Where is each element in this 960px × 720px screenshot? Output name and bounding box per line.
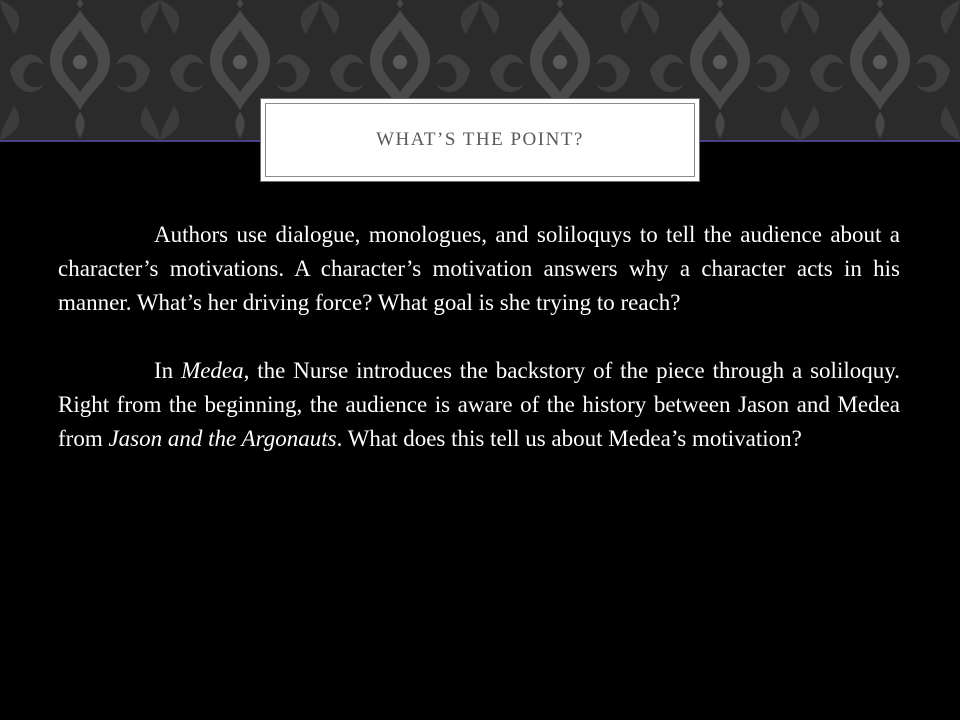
paragraph-medea-text-a: In [154,358,182,383]
medea-title: Medea [181,358,244,383]
paragraph-medea-text-c: , the Nurse introduces the backstory of the piece through a soliloquy. Right from the beginning, the audience is aware of the history between Jason and Medea from [58,358,900,451]
argonauts-title: Jason and the Argonauts [108,426,337,451]
title-box-inner-border [265,103,695,177]
paragraph-medea-text-e: . What does this tell us about Medea’s motivation? [336,426,802,451]
title-box [260,98,700,182]
paragraph-motivation: Authors use dialogue, monologues, and soliloquys to tell the audience about a character’s motivations. A character’s motivation answers why a character acts in his manner. What’s her driving force? What goal is she trying to reach? [58,222,900,315]
slide-title: WHAT’S THE POINT? [376,129,584,150]
slide-body [58,218,900,456]
paragraph-medea [58,354,900,456]
